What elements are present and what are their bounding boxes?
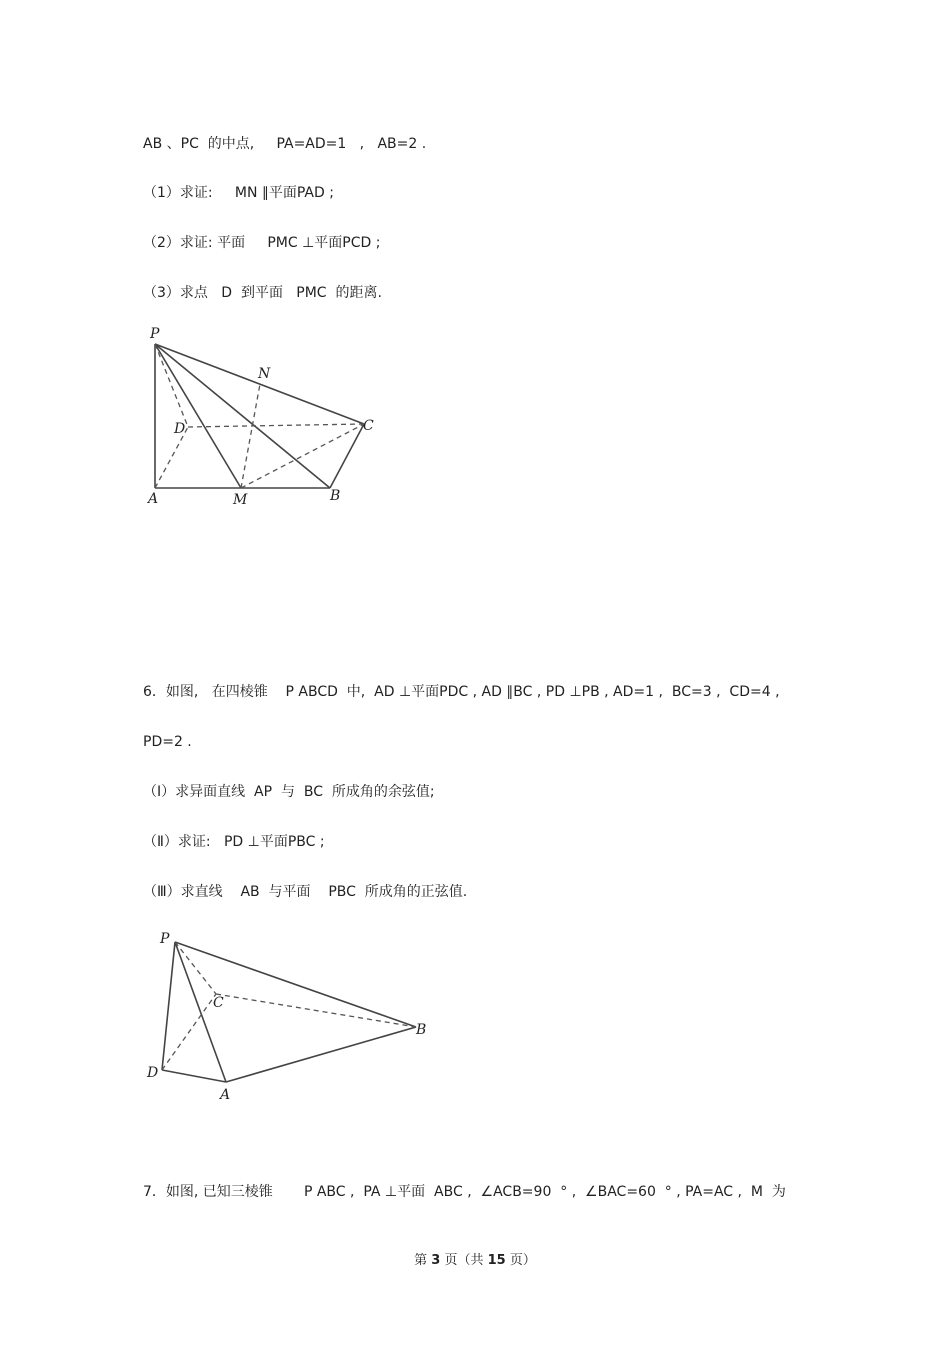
label-N: N	[258, 366, 271, 382]
footer-suffix: 页）	[505, 1253, 536, 1268]
problem6-question-3: （Ⅲ）求直线 AB 与平面 PBC 所成角的正弦值.	[143, 884, 468, 900]
label-C: C	[363, 418, 374, 434]
problem6-figure	[140, 925, 440, 1105]
problem6-statement-line1: 6．如图, 在四棱锥 P ABCD 中, AD ⊥平面PDC , AD ∥BC , PD ⊥PB , AD=1 , BC=3 , CD=4 ,	[143, 684, 780, 700]
problem6-question-2: （Ⅱ）求证: PD ⊥平面PBC ;	[143, 834, 325, 850]
label-M: M	[233, 492, 248, 508]
edge-DC	[188, 424, 364, 427]
label-P: P	[150, 326, 160, 342]
label-C: C	[213, 995, 224, 1011]
label-D: D	[147, 1065, 159, 1081]
footer-total-pages: 15	[487, 1253, 506, 1268]
label-B: B	[330, 488, 341, 504]
edge-PC	[155, 344, 364, 424]
footer-middle: 页（共	[440, 1253, 488, 1268]
edge-CB	[216, 994, 416, 1027]
edge-MN	[241, 384, 260, 488]
problem5-figure	[140, 320, 400, 515]
problem5-intro: AB 、PC 的中点, PA=AD=1 , AB=2 .	[143, 136, 427, 152]
edge-PB	[175, 942, 416, 1027]
edge-MC	[241, 424, 364, 488]
label-P: P	[160, 931, 170, 947]
edge-PB	[155, 344, 330, 488]
problem6-statement-line2: PD=2 .	[143, 734, 192, 750]
page-footer	[0, 1249, 950, 1268]
edge-PD	[162, 942, 175, 1070]
footer-prefix: 第	[414, 1253, 432, 1268]
footer-page-number: 3	[431, 1253, 441, 1268]
label-A: A	[220, 1087, 231, 1103]
edge-DA	[162, 1070, 226, 1082]
problem5-question-1: （1）求证: MN ∥平面PAD ;	[143, 185, 334, 201]
problem6-question-1: （Ⅰ）求异面直线 AP 与 BC 所成角的余弦值;	[143, 784, 435, 800]
problem5-question-2: （2）求证: 平面 PMC ⊥平面PCD ;	[143, 235, 381, 251]
label-D: D	[174, 421, 186, 437]
edge-PA	[175, 942, 226, 1082]
problem7-statement-line1: 7．如图, 已知三棱锥 P ABC , PA ⊥平面 ABC , ∠ACB=90 ° , ∠BAC=60 ° , PA=AC , M 为	[143, 1184, 786, 1200]
edge-BC	[330, 424, 364, 488]
label-A: A	[148, 491, 159, 507]
edge-PM	[155, 344, 241, 488]
edge-AB	[226, 1027, 416, 1082]
label-B: B	[416, 1022, 427, 1038]
problem5-question-3: （3）求点 D 到平面 PMC 的距离.	[143, 285, 382, 301]
edge-PD	[155, 344, 188, 427]
